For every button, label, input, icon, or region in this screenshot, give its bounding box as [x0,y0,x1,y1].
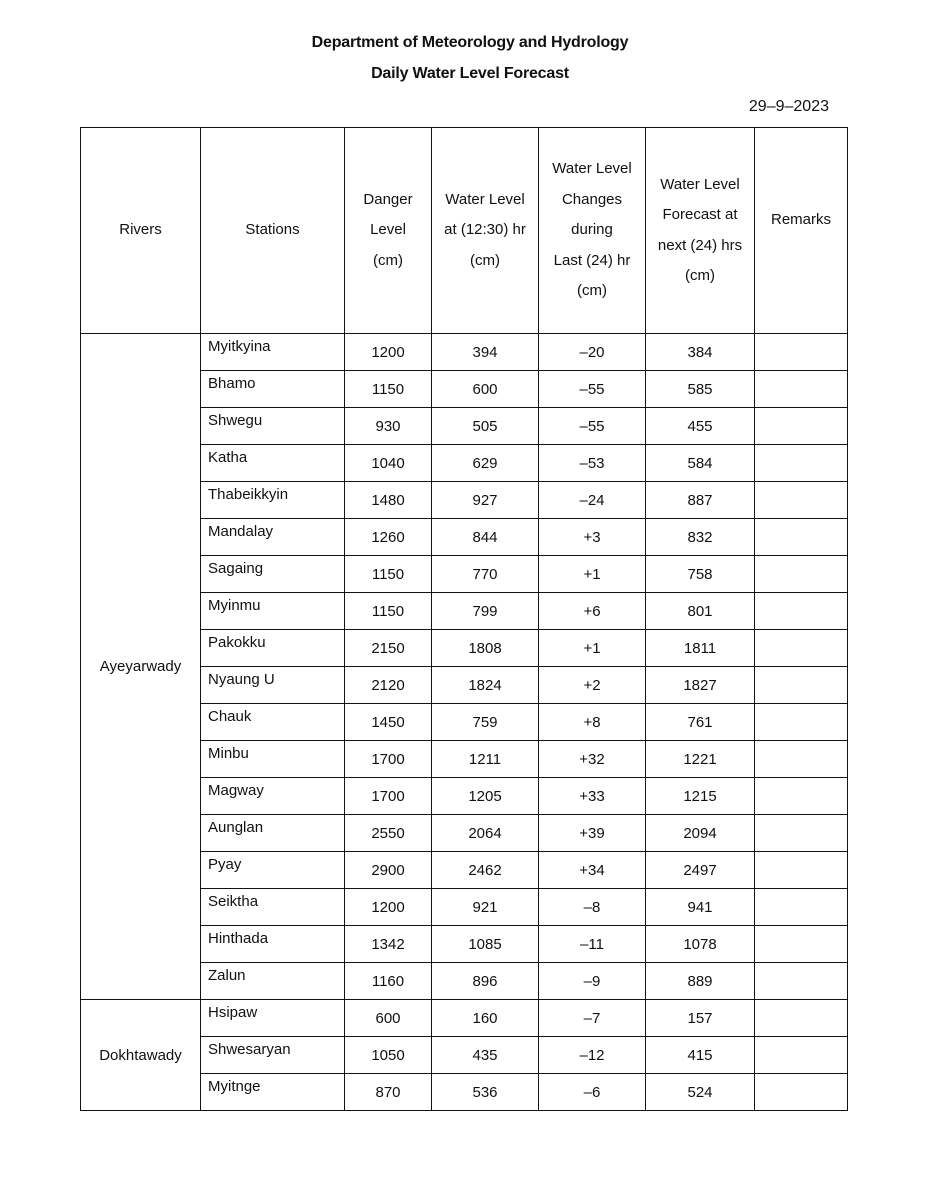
header-line: Last (24) hr [553,251,631,269]
station-cell: Myinmu [201,593,345,630]
station-cell: Shwesaryan [201,1037,345,1074]
water-level-table [80,127,848,1111]
danger-level-cell: 1160 [345,963,432,1000]
water-level-cell: 629 [432,445,539,482]
danger-level-cell: 1700 [345,741,432,778]
col-header-changes [539,128,646,334]
danger-level-cell: 2900 [345,852,432,889]
level-change-cell: –8 [539,889,646,926]
water-level-cell: 1085 [432,926,539,963]
table-body [81,334,848,1111]
forecast-cell: 524 [646,1074,755,1111]
remarks-cell [755,852,848,889]
forecast-cell: 1827 [646,667,755,704]
header-line: (cm) [470,251,500,269]
forecast-cell: 801 [646,593,755,630]
danger-level-cell: 1150 [345,556,432,593]
level-change-cell: +6 [539,593,646,630]
water-level-cell: 1824 [432,667,539,704]
water-level-cell: 536 [432,1074,539,1111]
danger-level-cell: 1700 [345,778,432,815]
forecast-cell: 2497 [646,852,755,889]
danger-level-cell: 2150 [345,630,432,667]
remarks-cell [755,371,848,408]
station-cell: Seiktha [201,889,345,926]
danger-level-cell: 2120 [345,667,432,704]
forecast-cell: 1215 [646,778,755,815]
forecast-cell: 2094 [646,815,755,852]
col-header-remarks: Remarks [755,128,848,334]
header-line: Forecast at [662,206,738,223]
forecast-cell: 887 [646,482,755,519]
station-cell: Thabeikkyin [201,482,345,519]
danger-level-cell: 930 [345,408,432,445]
remarks-cell [755,519,848,556]
level-change-cell: –11 [539,926,646,963]
forecast-cell: 584 [646,445,755,482]
station-cell: Sagaing [201,556,345,593]
header-line: Water Level [445,190,525,208]
danger-level-cell: 1450 [345,704,432,741]
level-change-cell: +8 [539,704,646,741]
header-line: Danger [363,190,413,208]
remarks-cell [755,630,848,667]
water-level-cell: 799 [432,593,539,630]
forecast-cell: 157 [646,1000,755,1037]
water-level-cell: 2064 [432,815,539,852]
remarks-cell [755,408,848,445]
remarks-cell [755,889,848,926]
remarks-cell [755,1074,848,1111]
station-cell: Katha [201,445,345,482]
level-change-cell: +34 [539,852,646,889]
station-cell: Aunglan [201,815,345,852]
forecast-cell: 761 [646,704,755,741]
danger-level-cell: 870 [345,1074,432,1111]
level-change-cell: –24 [539,482,646,519]
station-cell: Nyaung U [201,667,345,704]
remarks-cell [755,593,848,630]
forecast-cell: 384 [646,334,755,371]
remarks-cell [755,963,848,1000]
level-change-cell: +39 [539,815,646,852]
danger-level-cell: 1342 [345,926,432,963]
level-change-cell: +33 [539,778,646,815]
remarks-cell [755,482,848,519]
danger-level-cell: 2550 [345,815,432,852]
remarks-cell [755,556,848,593]
header-line: next (24) hrs [657,236,743,254]
forecast-cell: 455 [646,408,755,445]
station-cell: Magway [201,778,345,815]
table-header-row [81,128,848,334]
river-name-cell: Ayeyarwady [81,334,201,1000]
header-line: (cm) [373,251,403,269]
level-change-cell: –55 [539,408,646,445]
header-line: (cm) [577,282,607,300]
col-header-rivers: Rivers [81,128,201,334]
remarks-cell [755,667,848,704]
level-change-cell: –55 [539,371,646,408]
water-level-cell: 600 [432,371,539,408]
level-change-cell: +1 [539,556,646,593]
station-cell: Bhamo [201,371,345,408]
page-title: Department of Meteorology and Hydrology [311,34,629,51]
water-level-cell: 394 [432,334,539,371]
water-level-cell: 435 [432,1037,539,1074]
station-cell: Myitnge [201,1074,345,1111]
water-level-cell: 770 [432,556,539,593]
remarks-cell [755,1037,848,1074]
station-cell: Mandalay [201,519,345,556]
table-row [81,1000,848,1037]
station-cell: Minbu [201,741,345,778]
col-header-danger-level [345,128,432,334]
danger-level-cell: 1050 [345,1037,432,1074]
water-level-cell: 2462 [432,852,539,889]
level-change-cell: –6 [539,1074,646,1111]
forecast-cell: 1811 [646,630,755,667]
forecast-cell: 941 [646,889,755,926]
forecast-cell: 1078 [646,926,755,963]
forecast-cell: 758 [646,556,755,593]
station-cell: Pakokku [201,630,345,667]
level-change-cell: +3 [539,519,646,556]
water-level-cell: 160 [432,1000,539,1037]
water-level-cell: 1205 [432,778,539,815]
station-cell: Myitkyina [201,334,345,371]
forecast-cell: 889 [646,963,755,1000]
level-change-cell: –7 [539,1000,646,1037]
level-change-cell: –12 [539,1037,646,1074]
remarks-cell [755,741,848,778]
station-cell: Zalun [201,963,345,1000]
danger-level-cell: 1480 [345,482,432,519]
remarks-cell [755,1000,848,1037]
remarks-cell [755,334,848,371]
water-level-cell: 921 [432,889,539,926]
header-line: Water Level [660,175,740,193]
level-change-cell: +32 [539,741,646,778]
header-line: Changes [561,190,623,208]
station-cell: Hinthada [201,926,345,963]
remarks-cell [755,926,848,963]
table-row [81,334,848,371]
water-level-cell: 1211 [432,741,539,778]
station-cell: Hsipaw [201,1000,345,1037]
danger-level-cell: 1260 [345,519,432,556]
header-line: at (12:30) hr [444,221,526,239]
danger-level-cell: 1200 [345,334,432,371]
forecast-cell: 415 [646,1037,755,1074]
water-level-cell: 927 [432,482,539,519]
station-cell: Pyay [201,852,345,889]
danger-level-cell: 1040 [345,445,432,482]
forecast-cell: 1221 [646,741,755,778]
header-line: (cm) [685,267,715,284]
danger-level-cell: 600 [345,1000,432,1037]
remarks-cell [755,704,848,741]
danger-level-cell: 1150 [345,371,432,408]
danger-level-cell: 1150 [345,593,432,630]
station-cell: Shwegu [201,408,345,445]
remarks-cell [755,815,848,852]
report-date: 29–9–2023 [748,98,829,115]
remarks-cell [755,445,848,482]
station-cell: Chauk [201,704,345,741]
level-change-cell: –9 [539,963,646,1000]
water-level-cell: 844 [432,519,539,556]
water-level-cell: 759 [432,704,539,741]
forecast-cell: 585 [646,371,755,408]
level-change-cell: –20 [539,334,646,371]
remarks-cell [755,778,848,815]
water-level-cell: 896 [432,963,539,1000]
header-line: Level [370,221,406,239]
water-level-cell: 1808 [432,630,539,667]
danger-level-cell: 1200 [345,889,432,926]
col-header-water-level [432,128,539,334]
forecast-cell: 832 [646,519,755,556]
col-header-forecast [646,128,755,334]
river-name-cell: Dokhtawady [81,1000,201,1111]
page-subtitle: Daily Water Level Forecast [371,65,569,82]
header-line: Water Level [552,160,632,178]
level-change-cell: +1 [539,630,646,667]
water-level-cell: 505 [432,408,539,445]
level-change-cell: +2 [539,667,646,704]
col-header-stations: Stations [201,128,345,334]
header-line: during [571,221,613,239]
level-change-cell: –53 [539,445,646,482]
